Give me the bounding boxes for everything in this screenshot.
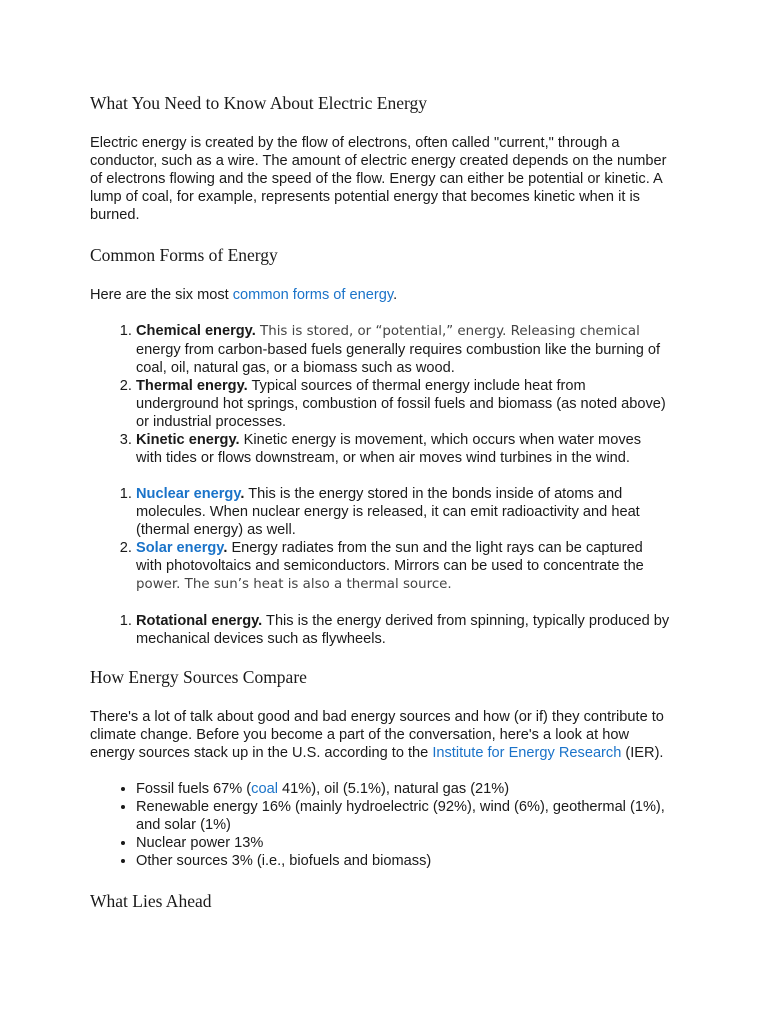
item-text: This is the energy stored in the bonds inside of atoms and molecules. When nuclear energy is released, it can emit radioactivity and heat (thermal energy) as well. bbox=[136, 486, 640, 538]
item-text-light: power. The sun’s heat is also a thermal source. bbox=[136, 577, 452, 592]
energy-list-1 bbox=[90, 322, 670, 467]
link-solar-energy[interactable]: Solar energy bbox=[136, 540, 224, 556]
item-title-after: . bbox=[240, 486, 245, 502]
item-text: Typical sources of thermal energy include heat from underground hot springs, combustion of fossil fuels and biomass (as noted above) or industrial processes. bbox=[136, 378, 666, 430]
list-item-nuclear-power: • Nuclear power 13% bbox=[136, 834, 670, 852]
link-common-forms-of-energy[interactable]: common forms of energy bbox=[232, 287, 394, 303]
list-item-renewable: • Renewable energy 16% (mainly hydroelectric (92%), wind (6%), geothermal (1%), and solar (1%) bbox=[136, 798, 670, 834]
energy-list-3 bbox=[90, 612, 670, 648]
item-title: Rotational energy. bbox=[136, 613, 263, 629]
paragraph-sources-compare bbox=[90, 708, 670, 762]
list-item-kinetic bbox=[136, 431, 670, 467]
item-title-after: . bbox=[223, 540, 228, 556]
bullet-text-after: 41%), oil (5.1%), natural gas (21%) bbox=[277, 781, 510, 797]
list-item-chemical bbox=[136, 322, 670, 377]
list-item-nuclear bbox=[136, 485, 670, 539]
list-item-fossil-fuels bbox=[136, 780, 670, 798]
heading-sources-compare: How Energy Sources Compare bbox=[90, 667, 307, 687]
heading-electric-energy: What You Need to Know About Electric Energy bbox=[90, 93, 427, 113]
list-item-solar bbox=[136, 539, 670, 594]
intro-text-after: . bbox=[393, 287, 398, 303]
link-nuclear-energy[interactable]: Nuclear energy bbox=[136, 486, 241, 502]
bullet-text-before: Fossil fuels 67% ( bbox=[136, 781, 252, 797]
compare-text-before: There's a lot of talk about good and bad energy sources and how (or if) they contribute to climate change. Before you become a part of the conversation, here's a look at how energy sources stack up in the U.S. according to the bbox=[90, 709, 664, 761]
item-text-light: This is stored, or “potential,” energy. Releasing chemical bbox=[255, 324, 640, 339]
document-page bbox=[90, 86, 670, 912]
list-item-other-sources: • Other sources 3% (i.e., biofuels and biomass) bbox=[136, 852, 670, 870]
paragraph-electric-energy: Electric energy is created by the flow of electrons, often called "current," through a conductor, such as a wire. The amount of electric energy created depends on the number of electrons flowing and the speed of the flow. Energy can either be potential or kinetic. A lump of coal, for example, represents potential energy that becomes kinetic when it is burned. bbox=[90, 135, 667, 223]
heading-common-forms: Common Forms of Energy bbox=[90, 245, 278, 265]
link-coal[interactable]: coal bbox=[251, 781, 278, 797]
energy-list-2 bbox=[90, 485, 670, 594]
item-text: This is the energy derived from spinning, typically produced by mechanical devices such as flywheels. bbox=[136, 613, 670, 647]
paragraph-forms-intro bbox=[90, 286, 670, 304]
energy-sources-list bbox=[90, 780, 670, 870]
intro-text-before: Here are the six most bbox=[90, 287, 233, 303]
item-text: energy from carbon-based fuels generally requires combustion like the burning of coal, oil, natural gas, or a biomass such as wood. bbox=[136, 342, 661, 376]
item-title: Kinetic energy. bbox=[136, 432, 240, 448]
heading-what-lies-ahead: What Lies Ahead bbox=[90, 891, 212, 911]
item-title: Thermal energy. bbox=[136, 378, 248, 394]
list-item-rotational bbox=[136, 612, 670, 648]
compare-text-after: (IER). bbox=[621, 745, 664, 761]
list-item-thermal bbox=[136, 377, 670, 431]
item-title: Chemical energy. bbox=[136, 323, 256, 339]
item-text: Kinetic energy is movement, which occurs when water moves with tides or flows downstream, or when air moves wind turbines in the wind. bbox=[136, 432, 642, 466]
item-text: Energy radiates from the sun and the light rays can be captured with photovoltaics and semiconductors. Mirrors can be used to concentrate the bbox=[136, 540, 644, 574]
link-institute-for-energy-research[interactable]: Institute for Energy Research bbox=[432, 745, 622, 761]
